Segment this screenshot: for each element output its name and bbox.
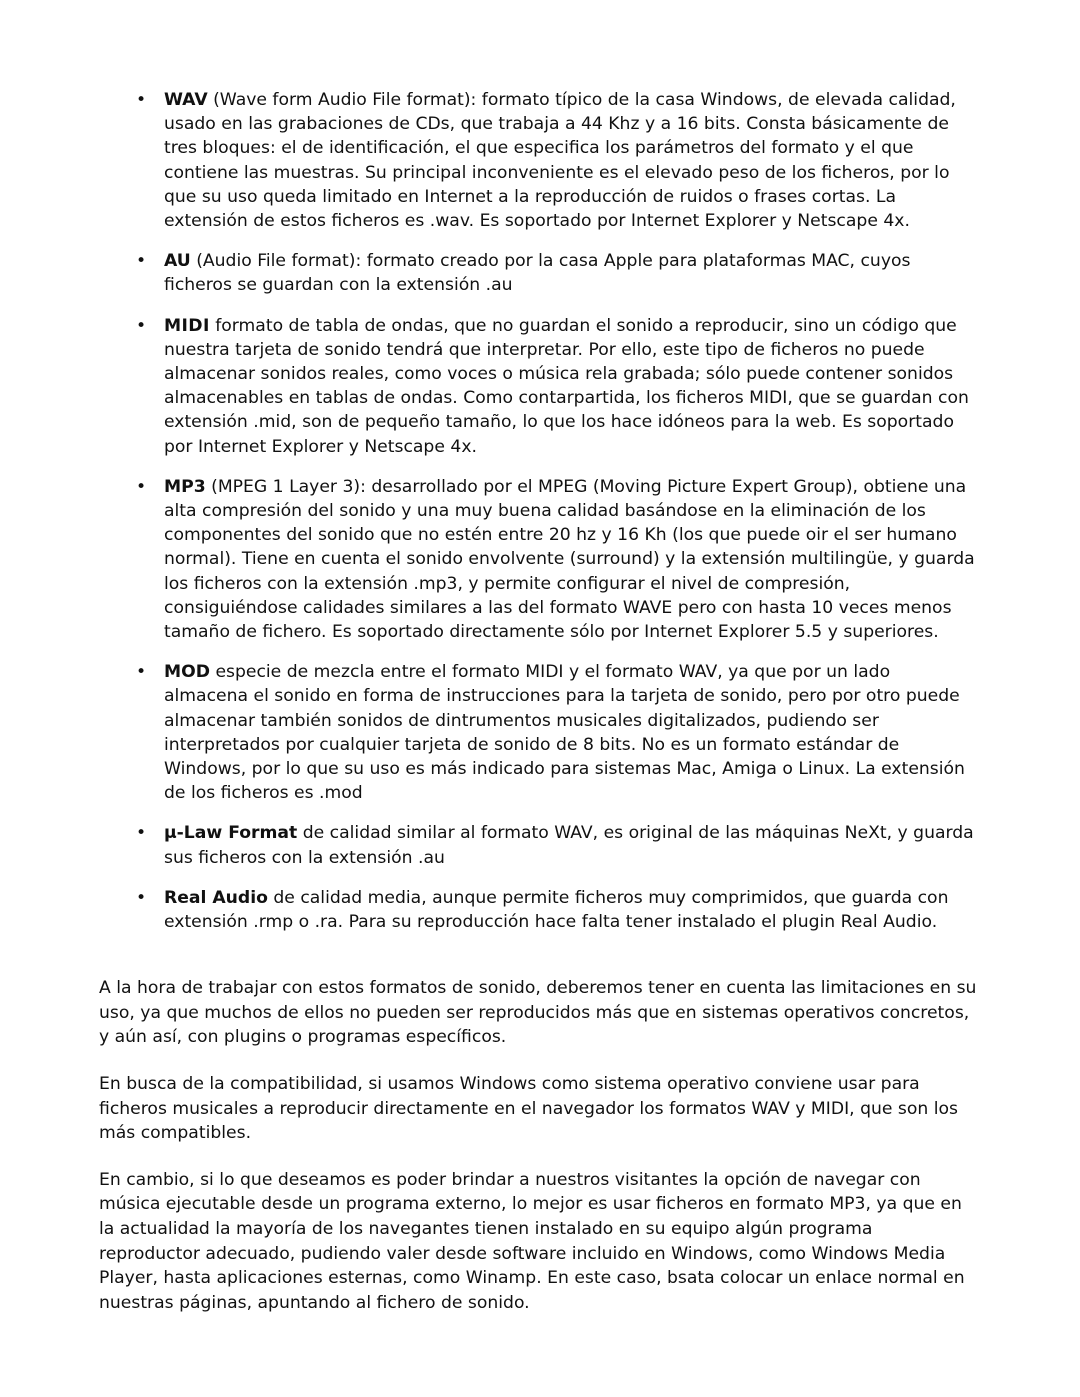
list-item — [99, 886, 977, 934]
bullet-marker-icon: • — [136, 823, 147, 844]
format-term-mu-law: µ-Law Format — [164, 823, 298, 844]
format-description-midi: formato de tabla de ondas, que no guardan el sonido a reproducir, sino un código que nuestra tarjeta de sonido tendrá que interpretar. Por ello, este tipo de ficheros no puede almacenar sonidos reales, como voces o música rela grabada; sólo puede contener sonidos almacenables en tablas de ondas. Como contarpartida, los ficheros MIDI, que se guardan con extensión .mid, son de pequeño tamaño, lo que los hace idóneos para la web. Es soportado por Internet Explorer y Netscape 4x. — [164, 315, 969, 457]
bullet-marker-icon: • — [136, 887, 147, 908]
audio-formats-list — [99, 88, 977, 934]
bullet-marker-icon: • — [136, 662, 147, 683]
list-item — [99, 660, 977, 805]
paragraph-musica-externa: En cambio, si lo que deseamos es poder brindar a nuestros visitantes la opción de navegar con música ejecutable desde un programa externo, lo mejor es usar ficheros en formato MP3, ya que en la actualidad la mayoría de los navegantes tienen instalado en su equipo algún programa reproductor adecuado, pudiendo valer desde software incluido en Windows, como Windows Media Player, hasta aplicaciones esternas, como Winamp. En este caso, bsata colocar un enlace normal en nuestras páginas, apuntando al fichero de sonido. — [99, 1169, 965, 1313]
list-item — [99, 475, 977, 644]
document-content — [99, 88, 977, 1315]
format-term-midi: MIDI — [164, 315, 210, 336]
format-term-wav: WAV — [164, 90, 208, 110]
format-description-mp3: (MPEG 1 Layer 3): desarrollado por el MPEG (Moving Picture Expert Group), obtiene una alta compresión del sonido y una muy buena calidad basándose en la eliminación de los componentes del sonido que no estén entre 20 hz y 16 Kh (los que puede oir el ser humano normal). Tiene en cuenta el sonido envolvente (surround) y la extensión multilingüe, y guarda los ficheros con la extensión .mp3, y permite configurar el nivel de compresión, consiguiéndose calidades similares a las del formato WAVE pero con hasta 10 veces menos tamaño de fichero. Es soportado directamente sólo por Internet Explorer 5.5 y superiores. — [164, 476, 975, 643]
format-description-real-audio: de calidad media, aunque permite ficheros muy comprimidos, que guarda con extensión .rmp o .ra. Para su reproducción hace falta tener instalado el plugin Real Audio. — [164, 887, 949, 933]
format-term-real-audio: Real Audio — [164, 887, 268, 908]
closing-paragraphs — [99, 976, 977, 1315]
bullet-marker-icon: • — [136, 476, 147, 497]
format-description-au: (Audio File format): formato creado por la casa Apple para plataformas MAC, cuyos ficheros se guardan con la extensión .au — [164, 251, 911, 296]
list-item — [99, 821, 977, 869]
paragraph-limitaciones: A la hora de trabajar con estos formatos de sonido, deberemos tener en cuenta las limitaciones en su uso, ya que muchos de ellos no pueden ser reproducidos más que en sistemas operativos concretos, y aún así, con plugins o programas específicos. — [99, 978, 977, 1048]
format-description-mod: especie de mezcla entre el formato MIDI y el formato WAV, ya que por un lado almacena el sonido en forma de instrucciones para la tarjeta de sonido, pero por otro puede almacenar también sonidos de dintrumentos musicales digitalizados, pudiendo ser interpretados por cualquier tarjeta de sonido de 8 bits. No es un formato estándar de Windows, por lo que su uso es más indicado para sistemas Mac, Amiga o Linux. La extensión de los ficheros es .mod — [164, 662, 965, 804]
format-term-mp3: MP3 — [164, 476, 206, 497]
format-description-mu-law: de calidad similar al formato WAV, es original de las máquinas NeXt, y guarda sus ficheros con la extensión .au — [164, 823, 974, 868]
list-item — [99, 314, 977, 459]
paragraph-compatibilidad: En busca de la compatibilidad, si usamos Windows como sistema operativo conviene usar para ficheros musicales a reproducir directamente en el navegador los formatos WAV y MIDI, que son los más compatibles. — [99, 1074, 958, 1144]
list-item — [99, 88, 977, 233]
format-term-au: AU — [164, 251, 191, 272]
list-item — [99, 249, 977, 297]
format-term-mod: MOD — [164, 662, 210, 683]
bullet-marker-icon: • — [136, 315, 147, 336]
bullet-marker-icon: • — [136, 251, 147, 272]
format-description-wav: (Wave form Audio File format): formato típico de la casa Windows, de elevada calidad, usado en las grabaciones de CDs, que trabaja a 44 Khz y a 16 bits. Consta básicamente de tres bloques: el de identificación, el que especifica los parámetros del formato y el que contiene las muestras. Su principal inconveniente es el elevado peso de los ficheros, por lo que su uso queda limitado en Internet a la reproducción de ruidos o frases cortas. La extensión de estos ficheros es .wav. Es soportado por Internet Explorer y Netscape 4x. — [164, 90, 956, 232]
bullet-marker-icon: • — [136, 90, 147, 110]
